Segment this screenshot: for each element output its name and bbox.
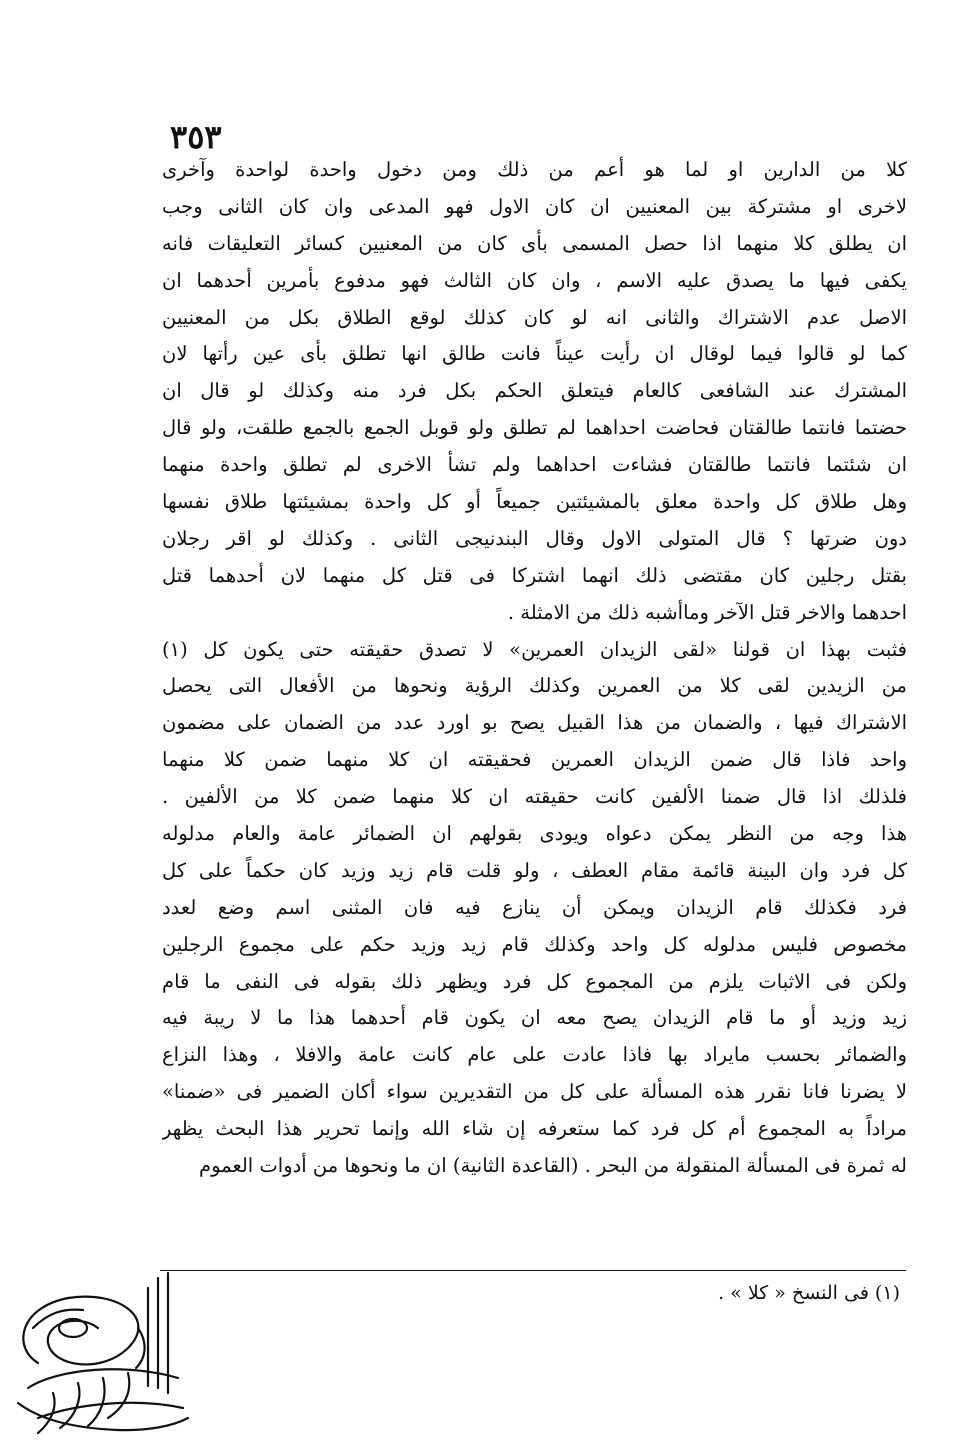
text-line: مراداً به المجموع أم كل فرد كما ستعرفه إن شاء الله وإنما تحرير هذا البحث يظهر bbox=[162, 1117, 907, 1141]
text-line: الاصل عدم الاشتراك والثانى انه لو كان كذلك لوقع الطلاق بكل من المعنيين bbox=[162, 305, 907, 329]
body-text bbox=[162, 152, 907, 1262]
text-line: المشترك عند الشافعى كالعام فيتعلق الحكم بكل فرد منه وكذلك لو قال ان bbox=[162, 379, 907, 403]
text-line: هذا وجه من النظر يمكن دعواه ويودى بقولهم ان الضمائر عامة والعام مدلوله bbox=[162, 822, 907, 846]
text-line: كما لو قالوا فيما لوقال ان رأيت عيناً فانت طالق انها تطلق بأى عين رأتها لان bbox=[162, 342, 907, 366]
text-line: فلذلك اذا قال ضمنا الألفين كانت حقيقته ان كلا منهما ضمن كلا من الألفين . bbox=[162, 785, 907, 809]
text-line: يكفى فيها ما يصدق عليه الاسم ، وان كان الثالث فهو مدفوع بأمرين أحدهما ان bbox=[162, 268, 907, 292]
text-line: بقتل رجلين كان مقتضى ذلك انهما اشتركا فى قتل كل منهما لان أحدهما قتل bbox=[162, 563, 907, 587]
text-line: والضمائر بحسب مايراد بها فاذا عادت على عام كانت عامة والافلا ، وهذا النزاع bbox=[162, 1043, 907, 1067]
text-line: حضتما فانتما طالقتان فحاضت احداهما لم تطلق ولو قوبل الجمع بالجمع طلقت، ولو قال bbox=[162, 416, 907, 440]
text-line: ولكن فى الاثبات يلزم من المجموع كل فرد ويظهر ذلك بقوله فى النفى ما قام bbox=[162, 969, 907, 993]
text-line: مخصوص فليس مدلوله كل واحد وكذلك قام زيد وزيد حكم على مجموع الرجلين bbox=[162, 932, 907, 956]
text-line: زيد وزيد أو ما قام الزيدان يصح معه ان يكون قام أحدهما هذا ما لا ريبة فيه bbox=[162, 1006, 907, 1030]
text-line: كلا من الدارين او لما هو أعم من ذلك ومن دخول واحدة لواحدة وآخرى bbox=[162, 158, 907, 181]
page-number: ٣٥٣ bbox=[170, 118, 222, 156]
text-line: من الزيدين لقى كلا من العمرين وكذلك الرؤية ونحوها من الأفعال التى يحصل bbox=[162, 674, 907, 698]
text-line: لا يضرنا فانا نقرر هذه المسألة على كل من التقديرين سواء أكان الضمير فى «ضمنا» bbox=[162, 1080, 907, 1104]
text-line: ان شئتما فانتما طالقتان فشاءت احداهما ولم تشأ الاخرى لم تطلق واحدة منهما bbox=[162, 453, 907, 477]
text-line: احدهما والاخر قتل الآخر وماأشبه ذلك من الامثلة . bbox=[507, 600, 907, 624]
footnote-divider bbox=[160, 1270, 906, 1271]
text-line: كل فرد وان البينة قائمة مقام العطف ، ولو قلت قام زيد وزيد كان حكماً على كل bbox=[162, 858, 907, 882]
text-line: دون ضرتها ؟ قال المتولى الاول وقال البندنيجى الثانى . وكذلك لو اقر رجلان bbox=[162, 526, 907, 550]
text-line: له ثمرة فى المسألة المنقولة من البحر . (القاعدة الثانية) ان ما ونحوها من أدوات العموم bbox=[199, 1154, 907, 1178]
text-line: واحد فاذا قال ضمن الزيدان العمرين فحقيقته ان كلا منهما ضمن كلا منهما bbox=[162, 748, 907, 772]
text-line: فرد فكذلك قام الزيدان ويمكن أن ينازع فيه فان المثنى اسم وضع لعدد bbox=[162, 895, 907, 919]
text-line: لاخرى او مشتركة بين المعنيين ان كان الاول فهو المدعى وان كان الثانى وجب bbox=[162, 194, 907, 218]
text-line: فثبت بهذا ان قولنا «لقى الزيدان العمرين» لا تصدق حقيقته حتى يكون كل (١) bbox=[162, 637, 907, 661]
text-line: الاشتراك فيها ، والضمان من هذا القبيل يصح بو اورد عدد من الضمان على مضمون bbox=[162, 711, 907, 735]
text-line: ان يطلق كلا منهما اذا حصل المسمى بأى كان من المعنيين كسائر التعليقات فانه bbox=[162, 231, 907, 255]
calligraphic-signature-stamp bbox=[8, 1268, 193, 1443]
text-line: وهل طلاق كل واحدة معلق بالمشيئتين جميعاً أو كل واحدة بمشيئتها طلاق نفسها bbox=[162, 490, 907, 514]
footnote: (١) فى النسخ « كلا » . bbox=[718, 1282, 900, 1304]
